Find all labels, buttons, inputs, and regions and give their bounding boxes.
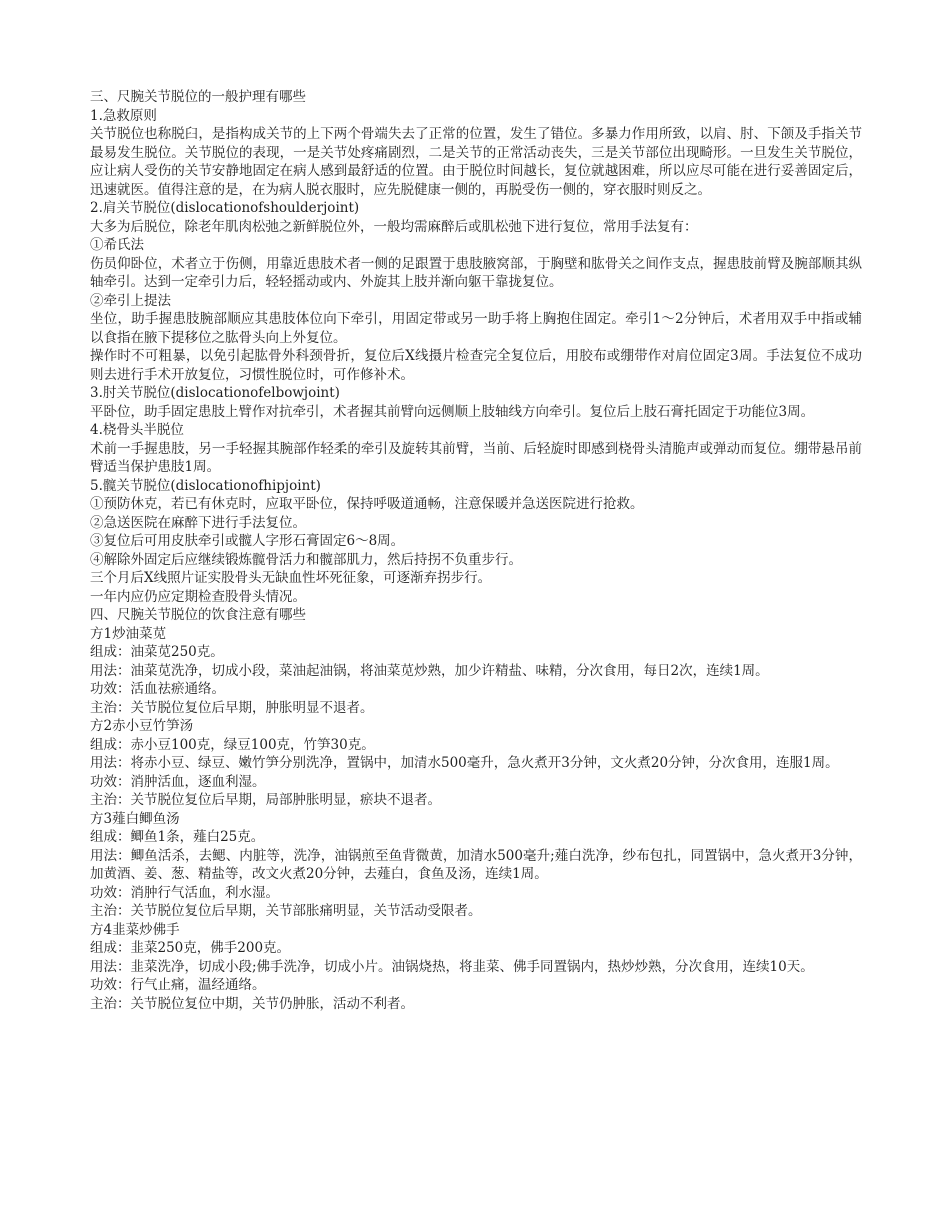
paragraph: 平卧位，助手固定患肢上臂作对抗牵引，术者握其前臂向远侧顺上肢轴线方向牵引。复位后上肢石膏托固定于功能位3周。 xyxy=(90,403,815,420)
paragraph: 伤员仰卧位，术者立于伤侧，用靠近患肢术者一侧的足跟置于患肢腋窝部，于胸壁和肱骨关之间作支点，握患肢前臂及腕部顺其纵轴牵引。达到一定牵引力后，轻轻摇动或内、外旋其上肢并渐向躯干靠拢复位。 xyxy=(90,255,862,290)
recipe-indication: 主治：关节脱位复位后早期，关节部胀痛明显，关节活动受限者。 xyxy=(90,903,482,919)
recipe-ingredients: 组成：赤小豆100克，绿豆100克，竹笋30克。 xyxy=(90,736,375,753)
method-heading: ②牵引上提法 xyxy=(90,292,171,309)
subsection-heading: 4.桡骨头半脱位 xyxy=(90,422,184,438)
paragraph: 一年内应仍应定期检查股骨头情况。 xyxy=(90,588,306,605)
recipe-title: 方2赤小豆竹笋汤 xyxy=(90,718,194,734)
list-item: ②急送医院在麻醉下进行手法复位。 xyxy=(90,514,306,531)
paragraph: 操作时不可粗暴，以免引起肱骨外科颈骨折，复位后X线摄片检查完全复位后，用胶布或绷带作对肩位固定3周。手法复位不成功则去进行手术开放复位，习惯性脱位时，可作修补术。 xyxy=(90,348,862,383)
recipe-title: 方1炒油菜苋 xyxy=(90,625,167,642)
recipe-usage: 用法：韭菜洗净，切成小段;佛手洗净，切成小片。油锅烧热，将韭菜、佛手同置锅内，热炒炒熟，分次食用，连续10天。 xyxy=(90,958,814,975)
list-item: ④解除外固定后应继续锻炼髋骨活力和髋部肌力，然后持拐不负重步行。 xyxy=(90,551,522,568)
paragraph: 三个月后X线照片证实股骨头无缺血性坏死征象，可逐渐弃拐步行。 xyxy=(90,570,492,586)
paragraph: 关节脱位也称脱臼，是指构成关节的上下两个骨端失去了正常的位置，发生了错位。多暴力作用所致，以肩、肘、下颌及手指关节最易发生脱位。关节脱位的表现，一是关节处疼痛剧烈，二是关节的正常活动丧失，三是关节部位出现畸形。一旦发生关节脱位，应让病人受伤的关节安静地固定在病人感到最舒适的位置。由于脱位时间越长，复位就越困难，所以应尽可能在进行妥善固定后，迅速就医。值得注意的是，在为病人脱衣服时，应先脱健康一侧的，再脱受伤一侧的，穿衣服时则反之。 xyxy=(90,126,862,198)
recipe-ingredients: 组成：鲫鱼1条，薤白25克。 xyxy=(90,829,265,845)
recipe-effect: 功效：消肿活血，逐血利湿。 xyxy=(90,773,266,790)
list-item: ①预防休克，若已有休克时，应取平卧位，保持呼吸道通畅，注意保暖并急送医院进行抢救。 xyxy=(90,496,644,512)
recipe-usage: 用法：将赤小豆、绿豆、嫩竹笋分别洗净，置锅中，加清水500毫升，急火煮开3分钟，文火煮20分钟，分次食用，连服1周。 xyxy=(90,755,839,771)
subsection-heading: 5.髋关节脱位(dislocationofhipjoint) xyxy=(90,477,321,494)
paragraph: 术前一手握患肢，另一手轻握其腕部作轻柔的牵引及旋转其前臂，当前、后轻旋时即感到桡骨头清脆声或弹动而复位。绷带悬吊前臂适当保护患肢1周。 xyxy=(90,440,862,475)
recipe-title: 方4韭菜炒佛手 xyxy=(90,921,180,938)
subsection-heading: 3.肘关节脱位(dislocationofelbowjoint) xyxy=(90,385,340,401)
recipe-title: 方3薤白鲫鱼汤 xyxy=(90,810,180,827)
recipe-indication: 主治：关节脱位复位后早期，局部肿胀明显，瘀块不退者。 xyxy=(90,792,441,808)
recipe-effect: 功效：行气止痛，温经通络。 xyxy=(90,977,266,993)
recipe-usage: 用法：鲫鱼活杀，去鳃、内脏等，洗净，油锅煎至鱼背微黄，加清水500毫升;薤白洗净，纱布包扎，同置锅中，急火煮开3分钟，加黄酒、姜、葱、精盐等，改文火煮20分钟，去薤白，食鱼及汤，连续1周。 xyxy=(90,847,862,882)
recipe-ingredients: 组成：油菜苋250克。 xyxy=(90,644,224,660)
method-heading: ①希氏法 xyxy=(90,237,144,253)
section-heading: 三、尺腕关节脱位的一般护理有哪些 xyxy=(90,89,306,105)
recipe-indication: 主治：关节脱位复位中期，关节仍肿胀，活动不利者。 xyxy=(90,995,414,1012)
subsection-heading: 1.急救原则 xyxy=(90,107,157,124)
paragraph: 坐位，助手握患肢腕部顺应其患肢体位向下牵引，用固定带或另一助手将上胸抱住固定。牵引1～2分钟后，术者用双手中指或辅以食指在腋下提移位之肱骨头向上外复位。 xyxy=(90,311,862,346)
list-item: ③复位后可用皮肤牵引或髋人字形石膏固定6～8周。 xyxy=(90,533,405,549)
recipe-effect: 功效：消肿行气活血，利水湿。 xyxy=(90,884,279,901)
recipe-usage: 用法：油菜苋洗净，切成小段，菜油起油锅，将油菜苋炒熟，加少许精盐、味精，分次食用，每日2次，连续1周。 xyxy=(90,662,769,679)
section-heading: 四、尺腕关节脱位的饮食注意有哪些 xyxy=(90,607,306,623)
subsection-heading: 2.肩关节脱位(dislocationofshoulderjoint) xyxy=(90,200,360,216)
recipe-effect: 功效：活血祛瘀通络。 xyxy=(90,681,225,697)
recipe-indication: 主治：关节脱位复位后早期，肿胀明显不退者。 xyxy=(90,699,374,716)
recipe-ingredients: 组成：韭菜250克，佛手200克。 xyxy=(90,940,291,956)
paragraph: 大多为后脱位，除老年肌肉松弛之新鲜脱位外，一般均需麻醉后或肌松弛下进行复位，常用手法复有： xyxy=(90,218,698,235)
document-body xyxy=(90,88,862,1013)
